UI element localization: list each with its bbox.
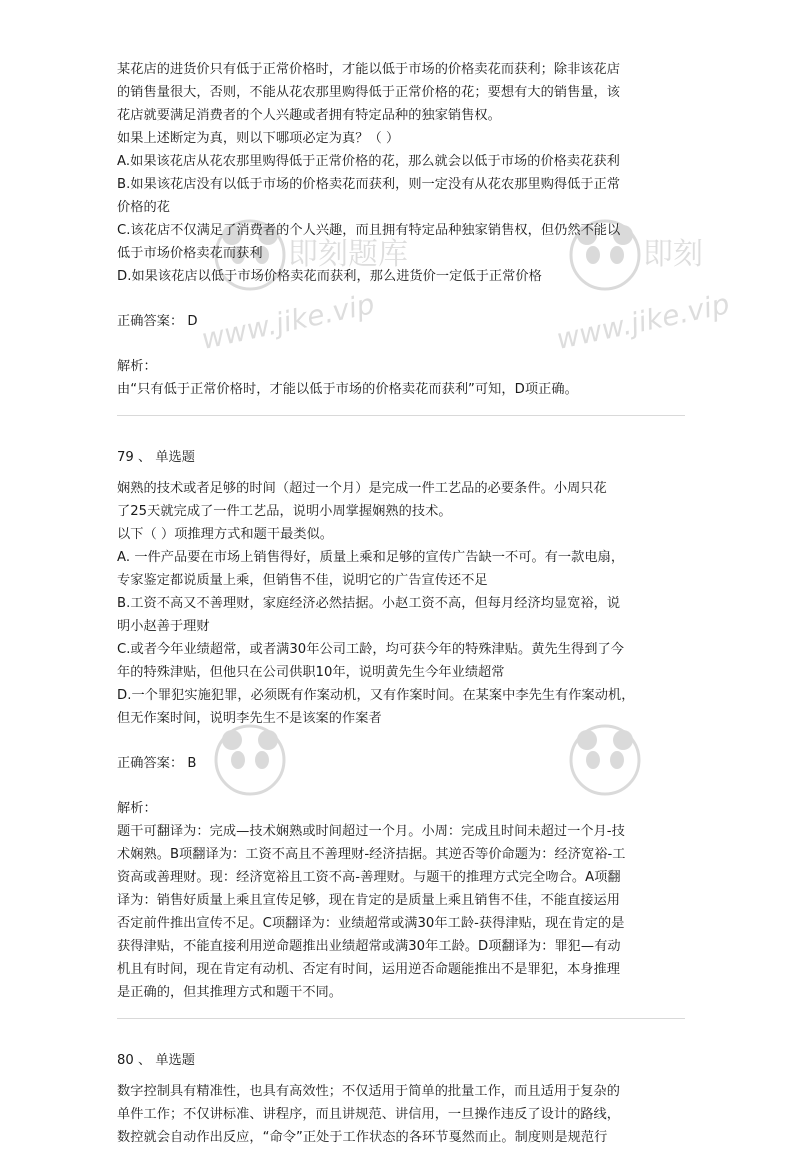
- question-80: [117, 1049, 689, 1149]
- question-stem: [117, 58, 689, 150]
- question-78: [117, 58, 689, 416]
- divider: [117, 415, 685, 416]
- analysis-line: 机且有时间，现在肯定有动机、否定有时间，运用逆否命题能推出不是罪犯，本身推理: [117, 962, 621, 977]
- question-header: 79 、 单选题: [117, 450, 195, 465]
- watermark-brand: 即刻题库: [288, 237, 408, 272]
- option-line: 价格的花: [117, 200, 170, 215]
- option-line: 年的特殊津贴，但他只在公司供职10年，说明黄先生今年业绩超常: [117, 665, 505, 680]
- question-stem: [117, 1080, 689, 1149]
- correct-answer: 正确答案： B: [117, 756, 197, 771]
- option-line: D.一个罪犯实施犯罪，必须既有作案动机，又有作案时间。在某案中李先生有作案动机，: [117, 688, 635, 703]
- option-line: C.该花店不仅满足了消费者的个人兴趣，而且拥有特定品种独家销售权，但仍然不能以: [117, 223, 621, 238]
- option-line: B.工资不高又不善理财，家庭经济必然拮据。小赵工资不高，但每月经济均显宽裕，说: [117, 596, 621, 611]
- document-page: [117, 58, 689, 1149]
- stem-line: 数控就会自动作出反应，“命令”正处于工作状态的各环节戛然而止。制度则是规范行: [117, 1130, 608, 1145]
- analysis-line: 译为：销售好质量上乘且宣传足够，现在肯定的是质量上乘且销售不佳，不能直接运用: [117, 893, 621, 908]
- analysis-line: 是正确的，但其推理方式和题干不同。: [117, 985, 343, 1000]
- stem-line: 娴熟的技术或者足够的时间（超过一个月）是完成一件工艺品的必要条件。小周只花: [117, 481, 607, 496]
- stem-line: 单件工作；不仅讲标准、讲程序，而且讲规范、讲信用，一旦操作违反了设计的路线，: [117, 1107, 621, 1122]
- stem-line: 了25天就完成了一件工艺品，说明小周掌握娴熟的技术。: [117, 504, 452, 519]
- question-options: [117, 150, 689, 288]
- analysis-line: 题干可翻译为：完成—技术娴熟或时间超过一个月。小周：完成且时间未超过一个月-技: [117, 824, 625, 839]
- option-line: 但无作案时间，说明李先生不是该案的作案者: [117, 711, 382, 726]
- stem-line: 某花店的进货价只有低于正常价格时，才能以低于市场的价格卖花而获利；除非该花店: [117, 62, 621, 77]
- stem-line: 的销售量很大，否则，不能从花农那里购得低于正常价格的花；要想有大的销售量，该: [117, 85, 621, 100]
- question-header: 80 、 单选题: [117, 1053, 195, 1068]
- analysis-line: 资高或善理财。现：经济宽裕且工资不高-善理财。与题干的推理方式完全吻合。A项翻: [117, 870, 621, 885]
- stem-line: 花店就要满足消费者的个人兴趣或者拥有特定品种的独家销售权。: [117, 108, 501, 123]
- analysis-line: 获得津贴，不能直接利用逆命题推出业绩超常或满30年工龄。D项翻译为：罪犯—有动: [117, 939, 621, 954]
- stem-line: 数字控制具有精准性，也具有高效性；不仅适用于简单的批量工作，而且适用于复杂的: [117, 1084, 621, 1099]
- option-line: 专家鉴定都说质量上乘，但销售不佳，说明它的广告宣传还不足: [117, 573, 488, 588]
- option-line: C.或者今年业绩超常，或者满30年公司工龄，均可获今年的特殊津贴。黄先生得到了今: [117, 642, 624, 657]
- analysis-line: 术娴熟。B项翻译为：工资不高且不善理财-经济拮据。其逆否等价命题为：经济宽裕-工: [117, 847, 626, 862]
- analysis-line: 由“只有低于正常价格时，才能以低于市场的价格卖花而获利”可知，D项正确。: [117, 382, 578, 397]
- option-line: A. 一件产品要在市场上销售得好，质量上乘和足够的宣传广告缺一不可。有一款电扇，: [117, 550, 625, 565]
- option-line: A.如果该花店从花农那里购得低于正常价格的花，那么就会以低于市场的价格卖花获利: [117, 154, 620, 169]
- option-line: 明小赵善于理财: [117, 619, 210, 634]
- analysis-text: [117, 820, 689, 1004]
- stem-line: 以下（ ）项推理方式和题干最类似。: [117, 527, 334, 542]
- watermark-url: www.jike.vip: [198, 287, 378, 356]
- question-options: [117, 546, 689, 730]
- option-line: D.如果该花店以低于市场价格卖花而获利，那么进货价一定低于正常价格: [117, 269, 542, 284]
- option-line: B.如果该花店没有以低于市场的价格卖花而获利，则一定没有从花农那里购得低于正常: [117, 177, 621, 192]
- analysis-label: 解析：: [117, 359, 157, 374]
- stem-line: 如果上述断定为真，则以下哪项必定为真？（ ）: [117, 131, 400, 146]
- divider: [117, 1018, 685, 1019]
- watermark-url: www.jike.vip: [553, 287, 733, 356]
- question-79: [117, 446, 689, 1019]
- question-stem: [117, 477, 689, 546]
- option-line: 低于市场价格卖花而获利: [117, 246, 263, 261]
- correct-answer: 正确答案： D: [117, 314, 198, 329]
- analysis-line: 否定前件推出宣传不足。C项翻译为：业绩超常或满30年工龄-获得津贴，现在肯定的是: [117, 916, 625, 931]
- analysis-label: 解析：: [117, 801, 157, 816]
- watermark-brand-partial: 即刻: [643, 237, 703, 272]
